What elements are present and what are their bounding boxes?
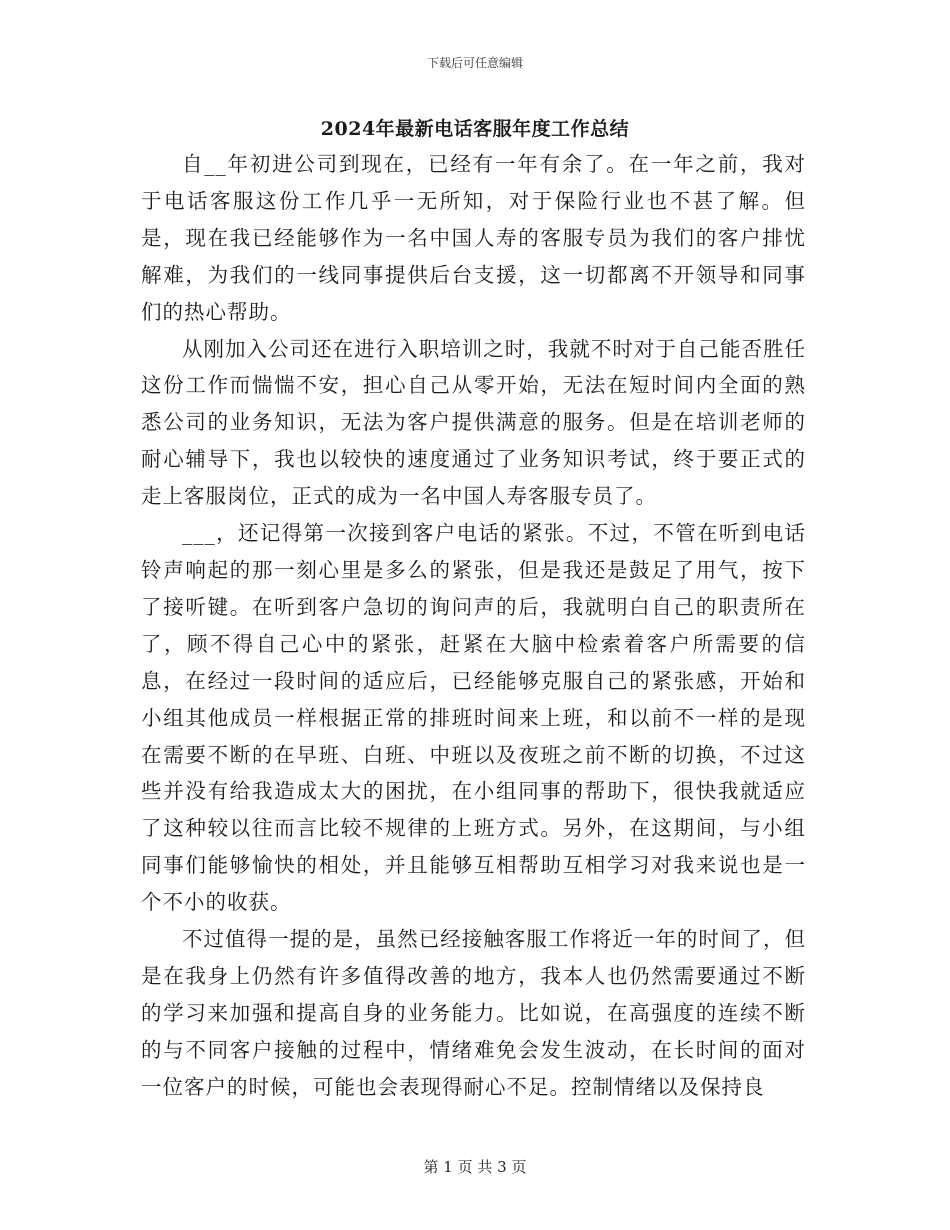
body-paragraph: 从刚加入公司还在进行入职培训之时，我就不时对于自己能否胜任这份工作而惴惴不安，担心自己从零开始，无法在短时间内全面的熟悉公司的业务知识，无法为客户提供满意的服务。但是在培训老师的耐心辅导下，我也以较快的速度通过了业务知识考试，终于要正式的走上客服岗位，正式的成为一名中国人寿客服专员了。 [141, 336, 806, 509]
header-note: 下载后可任意编辑 [426, 56, 523, 70]
document-body [141, 146, 806, 1106]
document-title: 2024年最新电话客服年度工作总结 [320, 118, 630, 140]
page-number: 第 1 页 共 3 页 [423, 1158, 527, 1176]
body-paragraph: ___，还记得第一次接到客户电话的紧张。不过，不管在听到电话铃声响起的那一刻心里是多么的紧张，但是我还是鼓足了用气，按下了接听键。在听到客户急切的询问声的后，我就明白自己的职责所在了，顾不得自己心中的紧张，赶紧在大脑中检索着客户所需要的信息，在经过一段时间的适应后，已经能够克服自己的紧张感，开始和小组其他成员一样根据正常的排班时间来上班，和以前不一样的是现在需要不断的在早班、白班、中班以及夜班之前不断的切换，不过这些并没有给我造成太大的困扰，在小组同事的帮助下，很快我就适应了这种较以往而言比较不规律的上班方式。另外，在这期间，与小组同事们能够愉快的相处，并且能够互相帮助互相学习对我来说也是一个不小的收获。 [141, 521, 806, 915]
body-paragraph: 不过值得一提的是，虽然已经接触客服工作将近一年的时间了，但是在我身上仍然有许多值得改善的地方，我本人也仍然需要通过不断的学习来加强和提高自身的业务能力。比如说，在高强度的连续不断的与不同客户接触的过程中，情绪难免会发生波动，在长时间的面对一位客户的时候，可能也会表现得耐心不足。控制情绪以及保持良 [141, 927, 806, 1099]
body-paragraph: 自__年初进公司到现在，已经有一年有余了。在一年之前，我对于电话客服这份工作几乎一无所知，对于保险行业也不甚了解。但是，现在我已经能够作为一名中国人寿的客服专员为我们的客户排忧解难，为我们的一线同事提供后台支援，这一切都离不开领导和同事们的热心帮助。 [141, 152, 806, 324]
